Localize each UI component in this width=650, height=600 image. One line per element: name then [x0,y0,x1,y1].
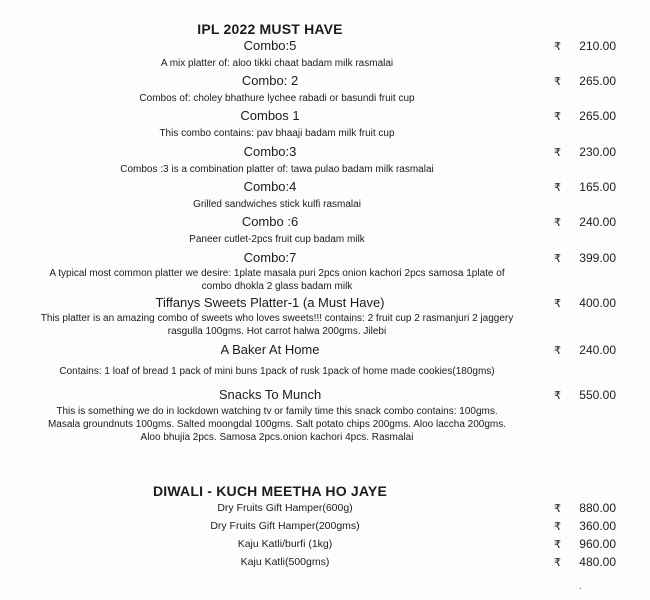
item-name: Combo:5 [243,38,297,53]
item-price: 399.00 [579,251,616,265]
rupee-symbol: ₹ [554,147,561,159]
rupee-symbol: ₹ [554,503,561,515]
item-name: Dry Fruits Gift Hamper(200gms) [210,520,360,532]
item-name: Combos 1 [240,108,300,123]
item-description-line: A typical most common platter we desire: 1plate masala puri 2pcs onion kachori 2pcs samosa 1plate of [49,268,505,279]
rupee-symbol: ₹ [554,390,561,402]
item-description-line: Masala groundnuts 100gms. Salted moongdal 100gms. Salt potato chips 200gms. Aloo laccha 200gms. [47,419,507,430]
item-description: This combo contains: pav bhaaji badam milk fruit cup [159,128,395,139]
item-name: Combo :6 [241,214,299,229]
rupee-symbol: ₹ [554,521,561,533]
rupee-symbol: ₹ [554,41,561,53]
item-price: 480.00 [579,555,616,569]
menu-item[interactable] [0,500,650,518]
menu-item[interactable] [0,295,650,341]
item-name: Dry Fruits Gift Hamper(600g) [217,502,353,514]
item-description: Grilled sandwiches stick kulfi rasmalai [193,199,361,210]
section-title-ipl: IPL 2022 MUST HAVE [197,21,343,37]
item-price: 265.00 [579,74,616,88]
rupee-symbol: ₹ [554,253,561,265]
item-name: Combo:3 [243,144,297,159]
menu-item[interactable] [0,179,650,213]
item-name: Combo: 2 [241,73,299,88]
item-price: 400.00 [579,296,616,310]
item-description-line: rasgulla 100gms. Hot carrot halwa 200gms. Jilebi [167,326,387,337]
item-price: 165.00 [579,180,616,194]
menu-item[interactable] [0,342,650,380]
rupee-symbol: ₹ [554,217,561,229]
menu-item[interactable] [0,108,650,142]
rupee-symbol: ₹ [554,345,561,357]
rupee-symbol: ₹ [554,539,561,551]
rupee-symbol: ₹ [554,557,561,569]
section-title-diwali: DIWALI - KUCH MEETHA HO JAYE [152,483,388,499]
item-description: Combos of: choley bhathure lychee rabadi or basundi fruit cup [139,93,415,104]
menu-item[interactable] [0,518,650,536]
item-price: 360.00 [579,519,616,533]
item-description: Paneer cutlet-2pcs fruit cup badam milk [189,234,365,245]
item-price: 210.00 [579,39,616,53]
item-price: 240.00 [579,343,616,357]
menu-item[interactable] [0,387,650,445]
item-description-line: combo dhokla 2 glass badam milk [201,281,353,292]
item-name: Snacks To Munch [218,387,322,402]
item-name: Kaju Katli/burfi (1kg) [237,538,333,550]
item-price: 960.00 [579,537,616,551]
item-price: 550.00 [579,388,616,402]
item-description: A mix platter of: aloo tikki chaat badam milk rasmalai [160,58,394,69]
item-name: Kaju Katli(500gms) [240,556,330,568]
menu-item[interactable] [0,536,650,554]
item-description: Contains: 1 loaf of bread 1 pack of mini buns 1pack of rusk 1pack of home made cookies(180gms) [59,366,495,377]
rupee-symbol: ₹ [554,111,561,123]
menu-item[interactable] [0,554,650,572]
item-price: 265.00 [579,109,616,123]
item-price: 240.00 [579,215,616,229]
item-name: A Baker At Home [220,342,320,357]
item-name: Tiffanys Sweets Platter-1 (a Must Have) [155,295,385,310]
item-name: Combo:7 [243,250,297,265]
menu-item[interactable] [0,38,650,72]
menu-item[interactable] [0,214,650,248]
item-name: Combo:4 [243,179,297,194]
rupee-symbol: ₹ [554,76,561,88]
menu-item[interactable] [0,250,650,296]
item-price: 880.00 [579,501,616,515]
item-description-line: Aloo bhujia 2pcs. Samosa 2pcs.onion kachori 4pcs. Rasmalai [140,432,414,443]
item-description: Combos :3 is a combination platter of: tawa pulao badam milk rasmalai [120,164,434,175]
item-price: 230.00 [579,145,616,159]
menu-item[interactable] [0,144,650,178]
menu-item[interactable] [0,73,650,107]
item-description-line: This platter is an amazing combo of sweets who loves sweets!!! contains: 2 fruit cup 2 rasmanjuri 2 jaggery [40,313,514,324]
item-description-line: This is something we do in lockdown watching tv or family time this snack combo contains: 100gms. [56,406,498,417]
stray-dot: . [579,581,582,592]
rupee-symbol: ₹ [554,298,561,310]
rupee-symbol: ₹ [554,182,561,194]
